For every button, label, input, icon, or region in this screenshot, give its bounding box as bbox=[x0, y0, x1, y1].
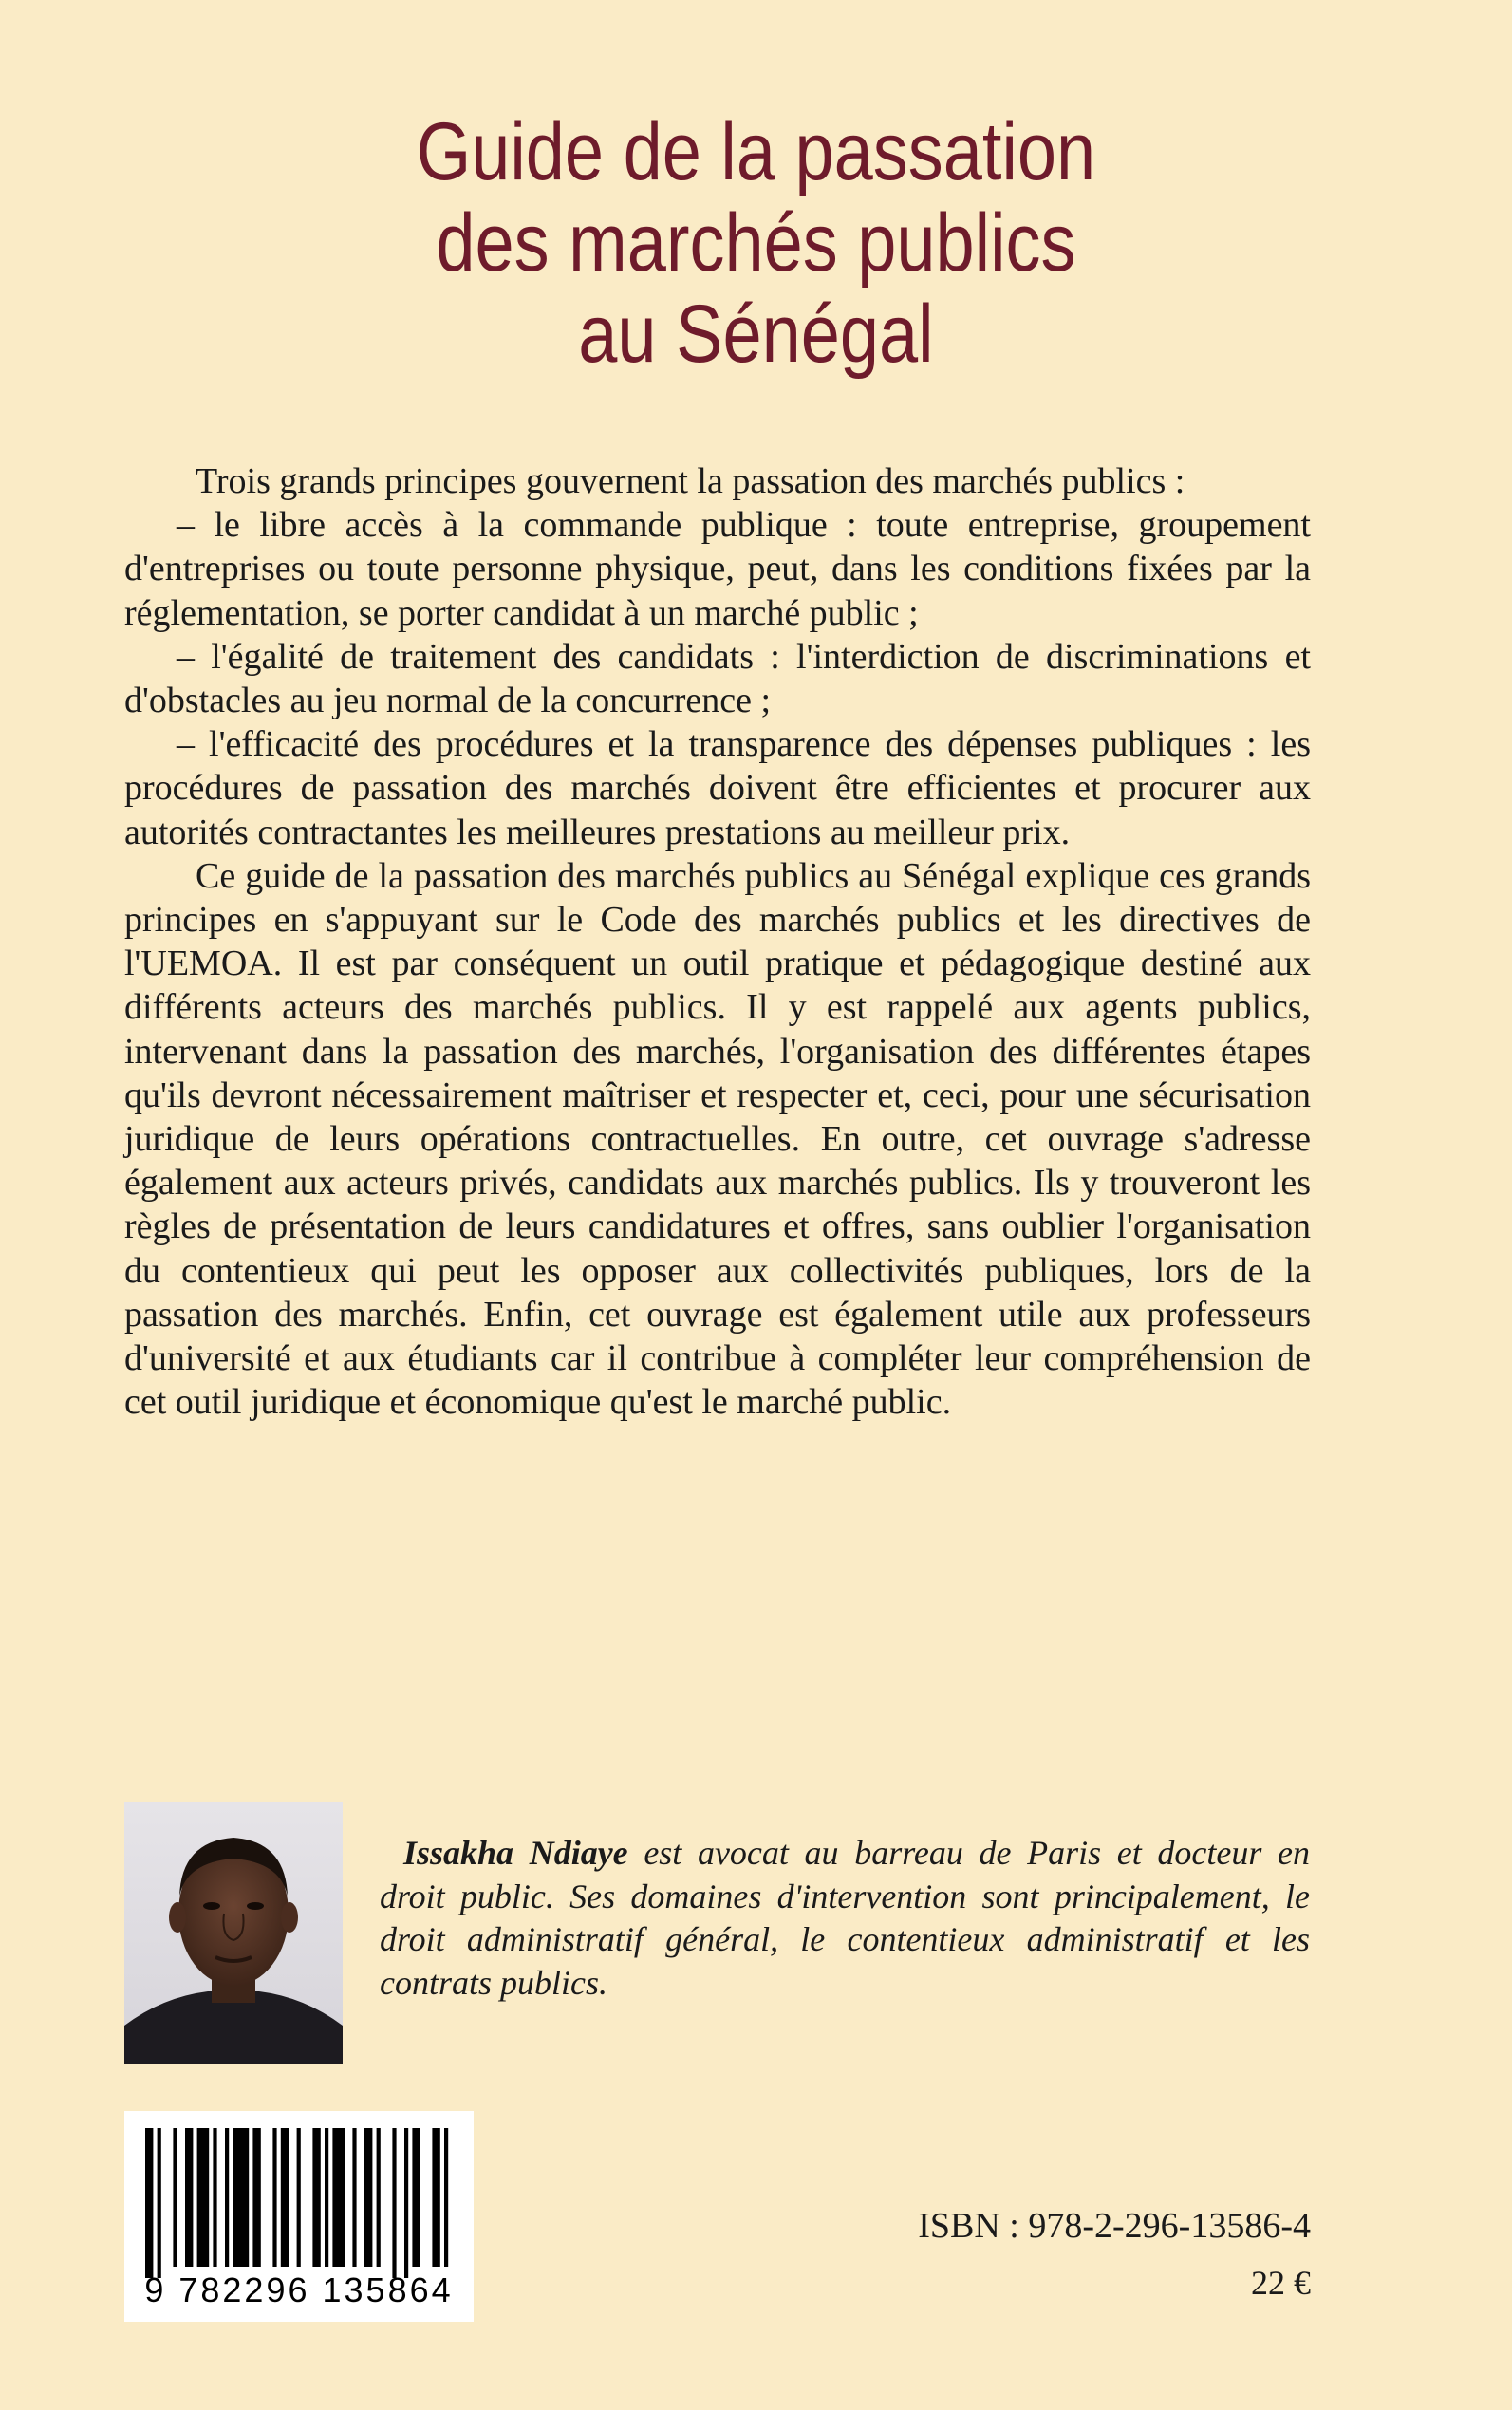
title-line-2: des marchés publics bbox=[436, 197, 1076, 289]
isbn-number: ISBN : 978-2-296-13586-4 bbox=[918, 2206, 1311, 2246]
barcode-bar bbox=[173, 2128, 177, 2267]
barcode-bar bbox=[392, 2128, 396, 2278]
barcode bbox=[124, 2111, 474, 2322]
barcode-bar bbox=[377, 2128, 381, 2267]
barcode-bar bbox=[444, 2128, 448, 2267]
barcode-bar bbox=[197, 2128, 210, 2267]
title-line-1: Guide de la passation bbox=[416, 106, 1096, 197]
barcode-bar bbox=[325, 2128, 328, 2267]
barcode-bar bbox=[432, 2128, 439, 2267]
barcode-bar bbox=[281, 2128, 289, 2267]
barcode-bar bbox=[145, 2128, 153, 2278]
barcode-bar bbox=[233, 2128, 249, 2267]
barcode-bar bbox=[312, 2128, 320, 2267]
barcode-bar bbox=[332, 2128, 345, 2267]
barcode-bar bbox=[364, 2128, 372, 2267]
blurb-text bbox=[124, 459, 1311, 1424]
barcode-bar bbox=[297, 2128, 301, 2267]
principle-1: – le libre accès à la commande publique : toute entreprise, groupement d'entreprises ou toute personne physique, peut, dans les conditions fixées par la réglementation, se porter candidat à un marché public ; bbox=[124, 505, 1311, 633]
barcode-bar bbox=[412, 2128, 420, 2267]
barcode-bar bbox=[225, 2128, 229, 2267]
book-title bbox=[105, 106, 1406, 380]
author-bio-text: est avocat au barreau de Paris et docteur en droit public. Ses domaines d'intervention sont principalement, le droit administratif général, le contentieux administratif et les contrats publics. bbox=[380, 1834, 1311, 2002]
author-name: Issakha Ndiaye bbox=[403, 1834, 628, 1872]
description-paragraph: Ce guide de la passation des marchés publics au Sénégal explique ces grands principes en s'appuyant sur le Code des marchés publics et les directives de l'UEMOA. Il est par conséquent un outil pratique et pédagogique destiné aux différents acteurs des marchés publics. Il y est rappelé aux agents publics, intervenant dans la passation des marchés, l'organisation des différentes étapes qu'ils devront nécessairement maîtriser et respecter et, ceci, pour une sécurisation juridique de leurs opérations contractuelles. En outre, cet ouvrage s'adresse également aux acteurs privés, candidats aux marchés publics. Ils y trouveront les règles de présentation de leurs candidatures et offres, sans oublier l'organisation du contentieux qui peut les opposer aux collectivités publiques, lors de la passation des marchés. Enfin, cet ouvrage est également utile aux professeurs d'université et aux étudiants car il contribue à compléter leur compréhension de cet outil juridique et économique qu'est le marché public. bbox=[124, 855, 1311, 1423]
price: 22 € bbox=[1251, 2264, 1311, 2302]
barcode-bar bbox=[252, 2128, 260, 2267]
barcode-bar bbox=[272, 2128, 276, 2267]
author-photo bbox=[124, 1802, 343, 2064]
barcode-digits: 9 782296 135864 bbox=[144, 2270, 454, 2309]
intro-paragraph: Trois grands principes gouvernent la passation des marchés publics : bbox=[196, 461, 1185, 501]
barcode-bar bbox=[185, 2128, 193, 2267]
barcode-bar bbox=[213, 2128, 216, 2267]
principle-3: – l'efficacité des procédures et la transparence des dépenses publiques : les procédures de passation des marchés doivent être efficientes et procurer aux autorités contractantes les meilleures prestations au meilleur prix. bbox=[124, 724, 1311, 852]
barcode-bar bbox=[158, 2128, 161, 2278]
author-bio bbox=[380, 1832, 1310, 2005]
principle-2: – l'égalité de traitement des candidats : l'interdiction de discriminations et d'obstacles au jeu normal de la concurrence ; bbox=[124, 636, 1311, 721]
title-line-3: au Sénégal bbox=[578, 289, 934, 380]
barcode-bar bbox=[404, 2128, 408, 2278]
barcode-bar bbox=[352, 2128, 356, 2267]
